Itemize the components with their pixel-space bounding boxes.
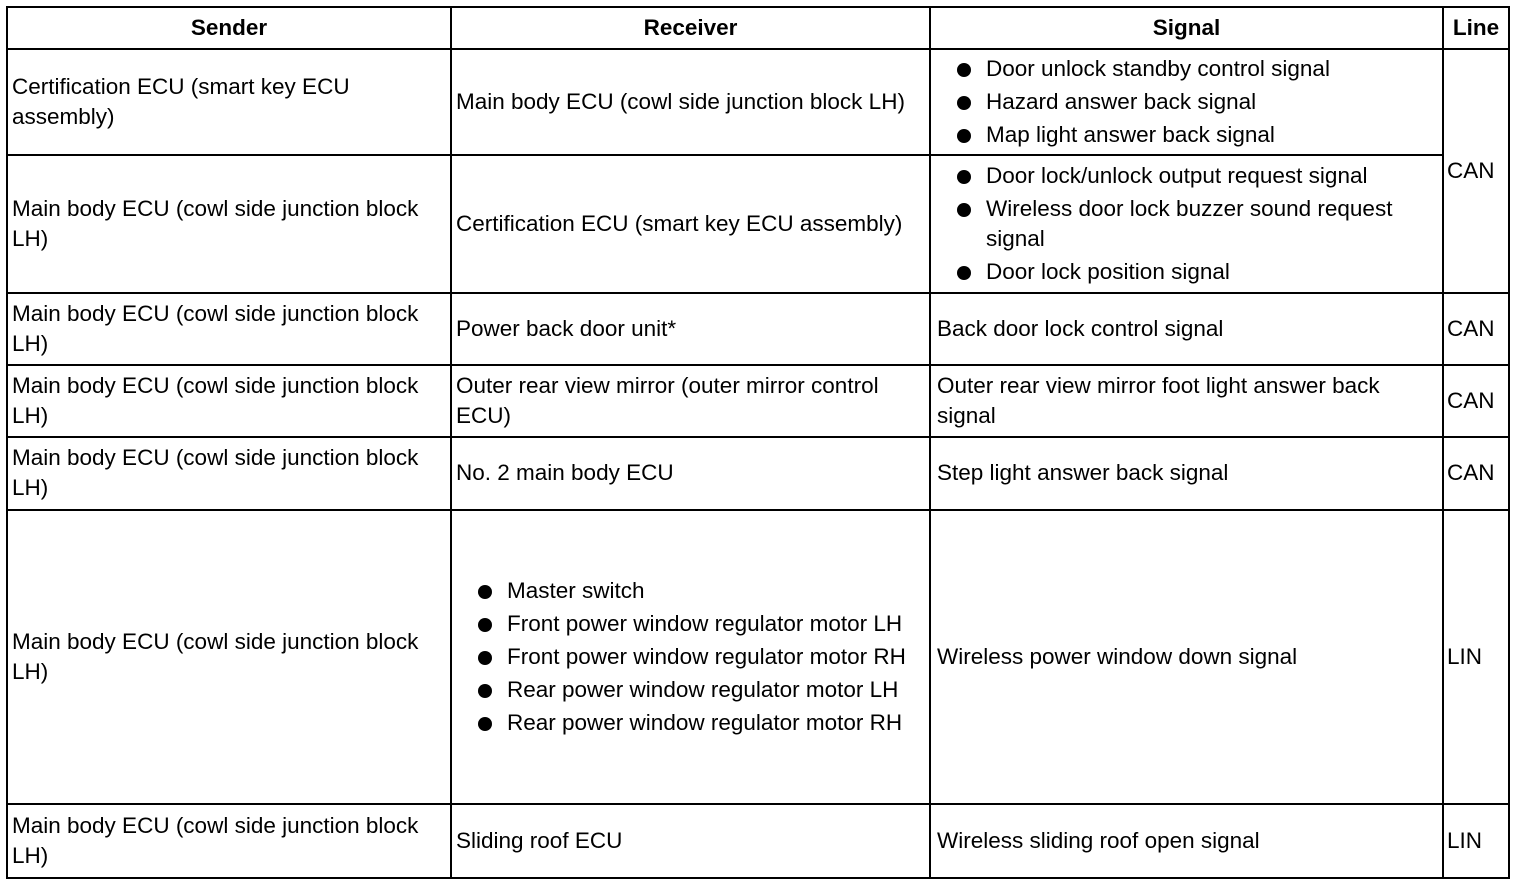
table-row: [7, 510, 1509, 804]
list-item: Rear power window regulator motor LH: [456, 675, 925, 705]
list-item: Door lock position signal: [935, 257, 1438, 287]
signal-cell: [930, 49, 1443, 155]
table-row: [7, 49, 1509, 155]
list-item: Front power window regulator motor RH: [456, 642, 925, 672]
list-item: Rear power window regulator motor RH: [456, 708, 925, 738]
table-row: [7, 155, 1509, 293]
table-row: [7, 437, 1509, 509]
receiver-cell: No. 2 main body ECU: [451, 437, 930, 509]
header-sender: Sender: [7, 7, 451, 49]
receiver-cell: Certification ECU (smart key ECU assembly): [451, 155, 930, 293]
signal-cell: [930, 155, 1443, 293]
signal-cell: Wireless power window down signal: [930, 510, 1443, 804]
sender-cell: Main body ECU (cowl side junction block LH): [7, 510, 451, 804]
receiver-cell: Main body ECU (cowl side junction block LH): [451, 49, 930, 155]
list-item: Front power window regulator motor LH: [456, 609, 925, 639]
list-item: Hazard answer back signal: [935, 87, 1438, 117]
signal-cell: Wireless sliding roof open signal: [930, 804, 1443, 878]
sender-cell: Main body ECU (cowl side junction block LH): [7, 155, 451, 293]
list-item: Master switch: [456, 576, 925, 606]
line-cell: CAN: [1443, 437, 1509, 509]
signal-cell: Step light answer back signal: [930, 437, 1443, 509]
signal-table: [6, 6, 1510, 879]
list-item: Door unlock standby control signal: [935, 54, 1438, 84]
header-receiver: Receiver: [451, 7, 930, 49]
line-cell: LIN: [1443, 510, 1509, 804]
header-signal: Signal: [930, 7, 1443, 49]
header-row: [7, 7, 1509, 49]
list-item: Wireless door lock buzzer sound request signal: [935, 194, 1438, 254]
line-cell: LIN: [1443, 804, 1509, 878]
signal-cell: Outer rear view mirror foot light answer back signal: [930, 365, 1443, 437]
list-item: Door lock/unlock output request signal: [935, 161, 1438, 191]
receiver-cell: [451, 510, 930, 804]
sender-cell: Main body ECU (cowl side junction block LH): [7, 365, 451, 437]
receiver-cell: Outer rear view mirror (outer mirror control ECU): [451, 365, 930, 437]
sender-cell: Main body ECU (cowl side junction block LH): [7, 804, 451, 878]
header-line: Line: [1443, 7, 1509, 49]
sender-cell: Main body ECU (cowl side junction block LH): [7, 293, 451, 365]
receiver-cell: Sliding roof ECU: [451, 804, 930, 878]
sender-cell: Certification ECU (smart key ECU assembly): [7, 49, 451, 155]
table-row: [7, 365, 1509, 437]
line-cell: CAN: [1443, 365, 1509, 437]
signal-cell: Back door lock control signal: [930, 293, 1443, 365]
list-item: Map light answer back signal: [935, 120, 1438, 150]
receiver-cell: Power back door unit*: [451, 293, 930, 365]
table-row: [7, 804, 1509, 878]
receiver-list: [456, 576, 925, 738]
table-row: [7, 293, 1509, 365]
signal-list: [935, 161, 1438, 287]
line-cell: CAN: [1443, 49, 1509, 293]
signal-list: [935, 54, 1438, 150]
sender-cell: Main body ECU (cowl side junction block LH): [7, 437, 451, 509]
line-cell: CAN: [1443, 293, 1509, 365]
